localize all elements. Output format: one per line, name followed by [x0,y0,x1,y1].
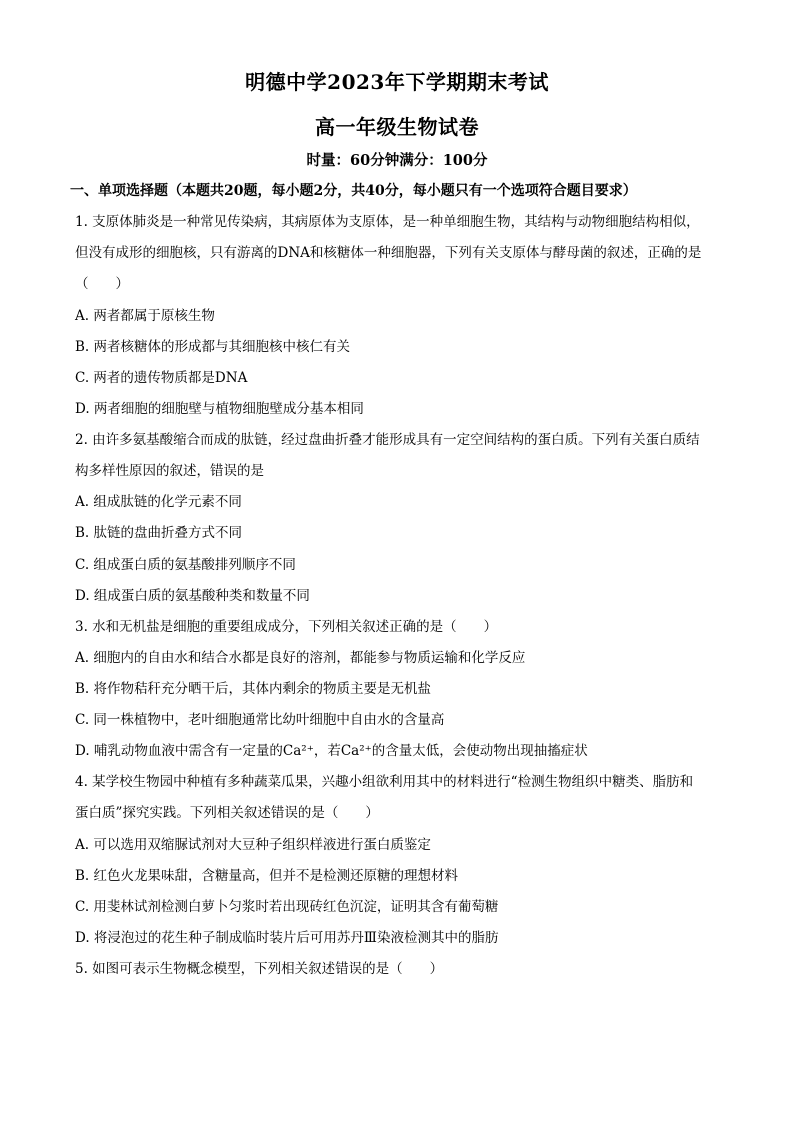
question-1-option-d: D. 两者细胞的细胞壁与植物细胞壁成分基本相同 [75,401,364,417]
question-4-stem-line-2: 蛋白质”探究实践。下列相关叙述错误的是（ ） [75,805,379,821]
question-2-option-b: B. 肽链的盘曲折叠方式不同 [75,525,243,541]
question-1-option-c: C. 两者的遗传物质都是DNA [75,370,248,386]
question-3-option-c: C. 同一株植物中，老叶细胞通常比幼叶细胞中自由水的含量高 [75,712,445,728]
question-2-stem-line-2: 构多样性原因的叙述，错误的是 [75,463,264,479]
question-2-stem-line-1: 2. 由许多氨基酸缩合而成的肽链，经过盘曲折叠才能形成具有一定空间结构的蛋白质。下列有关蛋白质结 [75,432,700,448]
question-2-option-d: D. 组成蛋白质的氨基酸种类和数量不同 [75,588,310,604]
question-3-option-a: A. 细胞内的自由水和结合水都是良好的溶剂，都能参与物质运输和化学反应 [75,650,526,666]
exam-subtitle: 高一年级生物试卷 [315,115,479,139]
question-1-stem-line-3: （ ） [75,276,129,292]
question-2-option-a: A. 组成肽链的化学元素不同 [75,494,242,510]
question-3-stem-line-1: 3. 水和无机盐是细胞的重要组成成分，下列相关叙述正确的是（ ） [75,619,498,635]
question-3-option-d: D. 哺乳动物血液中需含有一定量的Ca²⁺，若Ca²⁺的含量太低，会使动物出现抽搐症状 [75,743,588,759]
question-1-stem-line-1: 1. 支原体肺炎是一种常见传染病，其病原体为支原体，是一种单细胞生物，其结构与动物细胞结构相似， [75,214,700,230]
question-2-option-c: C. 组成蛋白质的氨基酸排列顺序不同 [75,557,296,573]
question-3-option-b: B. 将作物秸秆充分晒干后，其体内剩余的物质主要是无机盐 [75,681,432,697]
question-1-option-a: A. 两者都属于原核生物 [75,308,215,324]
question-4-stem-line-1: 4. 某学校生物园中种植有多种蔬菜瓜果，兴趣小组欲利用其中的材料进行“检测生物组织中糖类、脂肪和 [75,774,694,790]
question-1-stem-line-2: 但没有成形的细胞核，只有游离的DNA和核糖体一种细胞器，下列有关支原体与酵母菌的叙述，正确的是 [75,245,702,261]
section-heading: 一、单项选择题（本题共20题，每小题2分，共40分，每小题只有一个选项符合题目要求） [70,183,637,199]
question-4-option-b: B. 红色火龙果味甜，含糖量高，但并不是检测还原糖的理想材料 [75,868,459,884]
question-1-option-b: B. 两者核糖体的形成都与其细胞核中核仁有关 [75,339,351,355]
question-5-stem-line-1: 5. 如图可表示生物概念模型，下列相关叙述错误的是（ ） [75,961,444,977]
exam-meta: 时量：60分钟满分：100分 [306,152,488,169]
question-4-option-d: D. 将浸泡过的花生种子制成临时装片后可用苏丹Ⅲ染液检测其中的脂肪 [75,930,499,946]
exam-title: 明德中学2023年下学期期末考试 [245,70,549,94]
question-4-option-c: C. 用斐林试剂检测白萝卜匀浆时若出现砖红色沉淀，证明其含有葡萄糖 [75,899,499,915]
question-4-option-a: A. 可以选用双缩脲试剂对大豆种子组织样液进行蛋白质鉴定 [75,837,431,853]
